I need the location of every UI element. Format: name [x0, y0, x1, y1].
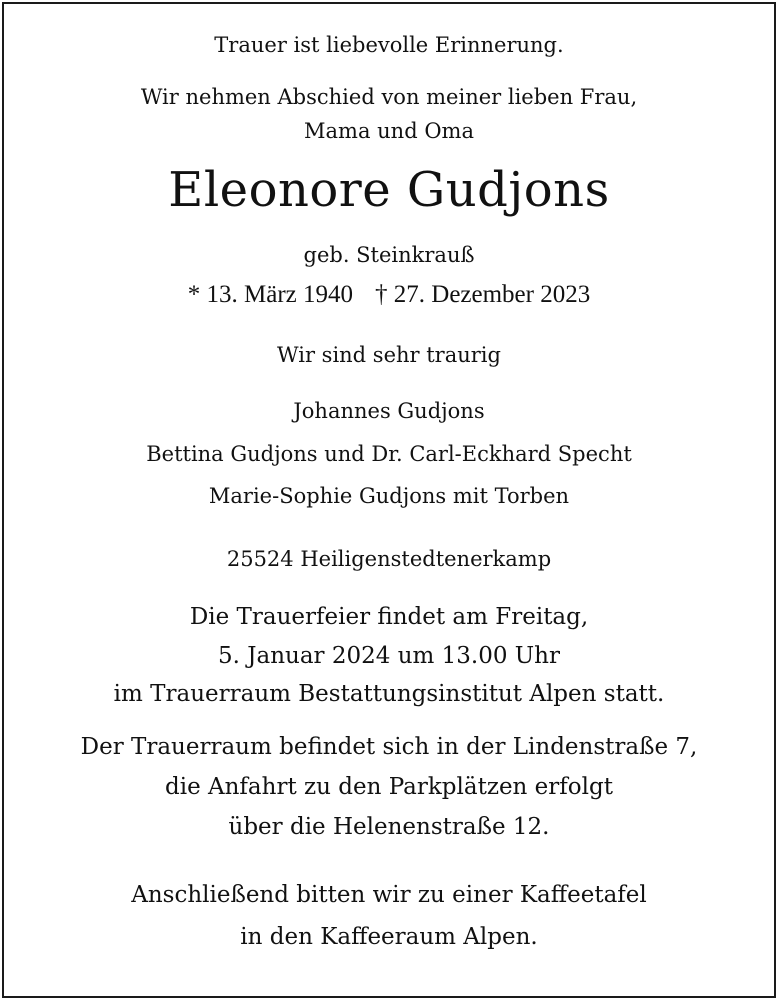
reception-line-1: Anschließend bitten wir zu einer Kaffeetafel: [131, 882, 647, 908]
family-location: 25524 Heiligenstedtenerkamp: [226, 547, 552, 571]
birth-date: * 13. März 1940: [187, 281, 354, 308]
mourner-3: Marie-Sophie Gudjons mit Torben: [208, 484, 570, 508]
mourner-1: Johannes Gudjons: [293, 399, 485, 423]
directions-line-1: Der Trauerraum befindet sich in der Lindenstraße 7,: [80, 734, 698, 760]
intro-line-1: Wir nehmen Abschied von meiner lieben Frau,: [140, 85, 638, 109]
directions-line-3: über die Helenenstraße 12.: [228, 814, 550, 840]
ceremony-line-1: Die Trauerfeier findet am Freitag,: [189, 604, 589, 630]
ceremony-line-3: im Trauerraum Bestattungsinstitut Alpen statt.: [113, 681, 665, 707]
reception-line-2: in den Kaffeeraum Alpen.: [240, 924, 538, 950]
ceremony-line-2: 5. Januar 2024 um 13.00 Uhr: [218, 643, 560, 669]
deceased-name: Eleonore Gudjons: [168, 162, 610, 218]
sentiment: Wir sind sehr traurig: [277, 343, 501, 367]
mourner-2: Bettina Gudjons und Dr. Carl-Eckhard Specht: [146, 442, 632, 466]
birth-name: geb. Steinkrauß: [303, 243, 475, 267]
directions-line-2: die Anfahrt zu den Parkplätzen erfolgt: [165, 774, 613, 800]
life-dates: [0, 282, 778, 307]
motto: Trauer ist liebevolle Erinnerung.: [214, 33, 564, 57]
death-date: † 27. Dezember 2023: [375, 281, 591, 308]
intro-line-2: Mama und Oma: [304, 119, 474, 143]
